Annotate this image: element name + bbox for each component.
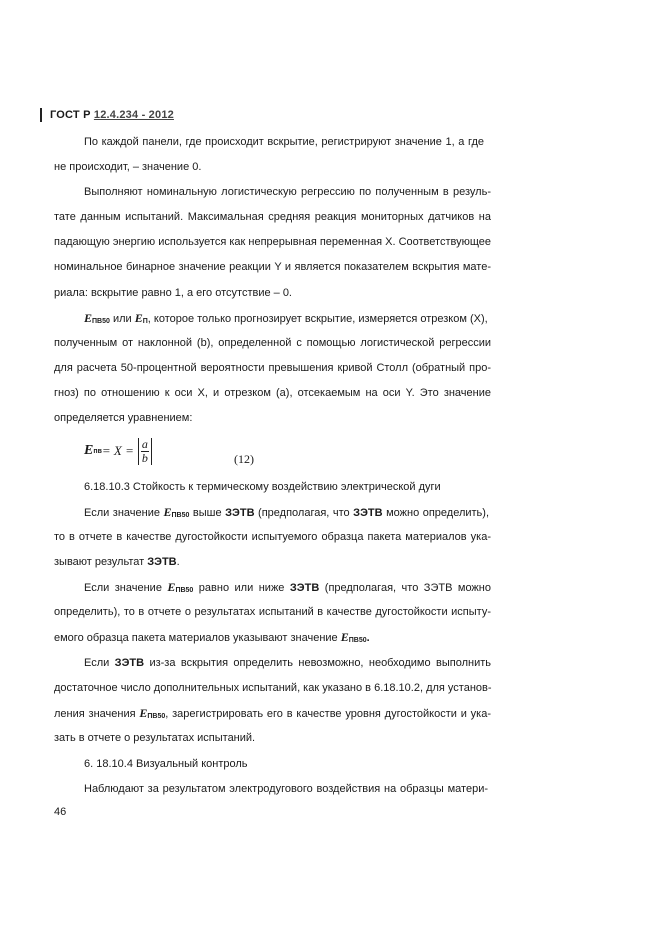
text-span: . (366, 632, 370, 644)
text-span: (предполагая, что (254, 507, 354, 519)
term-zetv: ЗЭТВ (225, 507, 255, 519)
text-span: емого образца пакета материалов указывают значение (54, 632, 341, 644)
text-span: (предполагая, что ЗЭТВ можно (319, 582, 491, 594)
text-span: . (176, 556, 180, 568)
text-line: Наблюдают за результатом электродугового воздействия на образцы матери- (84, 783, 488, 795)
text-line: для расчета 50-процентной вероятности превышения кривой Столл (обратный про- (54, 362, 491, 374)
equation-number: (12) (234, 452, 254, 466)
text-span: , которое только прогнозирует вскрытие, измеряется отрезком (X), (147, 313, 488, 325)
text-span: из-за вскрытия определить невозможно, необходимо выполнить (144, 657, 491, 669)
text-span: или (109, 313, 135, 325)
text-line: По каждой панели, где происходит вскрытие, регистрируют значение 1, а где (84, 136, 484, 148)
text-line (54, 630, 370, 648)
header-prefix: ГОСТ Р (50, 109, 94, 121)
fraction-numerator: a (141, 436, 148, 451)
section-heading: 6.18.10.3 Стойкость к термическому воздействию электрической дуги (84, 481, 441, 493)
text-line: Выполняют номинальную логистическую регрессию по полученным в резуль- (84, 186, 491, 198)
text-line: риала: вскрытие равно 1, а его отсутствие – 0. (54, 287, 292, 299)
equation (84, 436, 152, 466)
symbol-e: E (84, 311, 93, 325)
equation-body: = X = (101, 443, 134, 458)
text-line: полученным от наклонной (b), определенной с помощью логистической регрессии (54, 337, 491, 349)
text-line: гноз) по отношению к оси X, и отрезком (a), отсекаемым на оси Y. Это значение (54, 387, 491, 399)
symbol-subscript: ПВ50 (92, 318, 110, 325)
text-span: Если значение (84, 507, 164, 519)
section-heading: 6. 18.10.4 Визуальный контроль (84, 758, 248, 770)
text-span: Если значение (84, 582, 168, 594)
symbol-e: E (139, 706, 148, 720)
text-span: зывают результат (54, 556, 148, 568)
symbol-subscript: ПВ50 (147, 713, 166, 720)
term-zetv: ЗЭТВ (353, 507, 383, 519)
text-span: выше (189, 507, 226, 519)
running-header (40, 108, 174, 122)
text-line: тате данным испытаний. Максимальная средняя реакция мониторных датчиков на (54, 211, 491, 223)
symbol-subscript: П (142, 318, 148, 325)
symbol-subscript: ПВ50 (348, 637, 367, 644)
symbol-e: E (163, 505, 172, 519)
text-line: определяется уравнением: (54, 412, 193, 424)
text-line (84, 656, 491, 670)
page-number: 46 (54, 806, 67, 818)
text-line (84, 311, 491, 329)
term-zetv: ЗЭТВ (289, 582, 320, 594)
text-span: , зарегистрировать его в качестве уровня дугостойкости и ука- (165, 708, 492, 720)
text-line: номинальное бинарное значение реакции Y и является показателем вскрытия мате- (54, 261, 491, 273)
text-span: Если (84, 657, 115, 669)
standard-code: 12.4.234 - 2012 (93, 109, 174, 121)
text-line (54, 555, 180, 569)
text-line (84, 580, 491, 598)
fraction-denominator: b (141, 450, 148, 465)
text-span: ления значения (54, 708, 140, 720)
text-span: можно определить), (382, 507, 490, 519)
text-line: достаточное число дополнительных испытаний, как указано в 6.18.10.2, для установ- (54, 682, 492, 694)
symbol-e: E (167, 580, 176, 594)
text-span: равно или ниже (193, 582, 290, 594)
text-line: не происходит, – значение 0. (54, 161, 202, 173)
text-line: определить), то в отчете о результатах испытаний в качестве дугостойкости испыту- (54, 606, 491, 618)
term-zetv: ЗЭТВ (147, 556, 177, 568)
term-zetv: ЗЭТВ (114, 657, 145, 669)
symbol-e: E (340, 630, 349, 644)
symbol-e: E (84, 443, 94, 458)
fraction (138, 438, 152, 465)
symbol-e: E (134, 311, 143, 325)
text-line: падающую энергию используется как непрерывная переменная X. Соответствующее (54, 236, 491, 248)
text-line (84, 505, 489, 523)
symbol-subscript: пв (93, 447, 102, 455)
text-line (54, 706, 491, 724)
text-line: то в отчете в качестве дугостойкости испытуемого образца пакета материалов ука- (54, 531, 491, 543)
symbol-subscript: ПВ50 (171, 512, 190, 519)
text-line: зать в отчете о результатах испытаний. (54, 732, 256, 744)
symbol-subscript: ПВ50 (175, 587, 194, 594)
